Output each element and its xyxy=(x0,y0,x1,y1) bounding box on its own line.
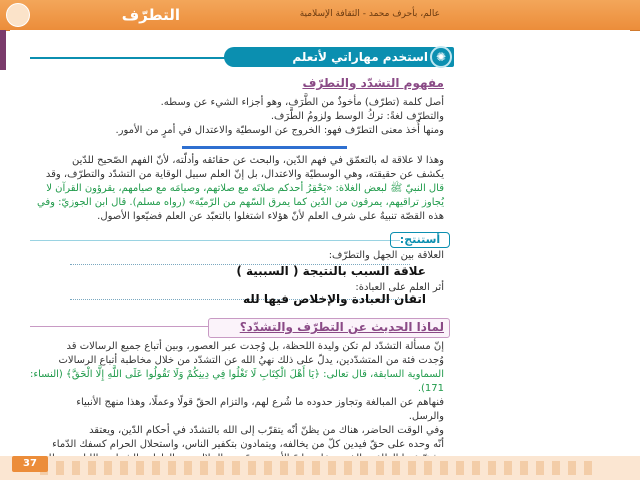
body-line: يكشف عن حقيقته، وهي الوسطيّة والاعتدال، بل إنّ العلم سبيل الوقاية من التشدّد والتطرّف، وقد xyxy=(45,169,444,180)
page-number: 37 xyxy=(12,456,48,472)
verse-line: السماوية السابقة، قال تعالى: ﴿يَا أَهْلَ الْكِتَابِ لَا تَغْلُوا فِي دِينِكُمْ وَلَا تَقُولُوا عَلَى اللَّهِ إِلَّا الْحَقَّ﴾ (النساء: 171). xyxy=(30,369,444,394)
lightbulb-icon: ✺ xyxy=(430,46,452,68)
concept-line: أصل كلمة (تطرّف) مأخوذٌ من الطَّرَف، وهو أجزاء الشيء عن وسطه. xyxy=(160,97,444,108)
header-title: التطرّف xyxy=(121,6,180,24)
why-heading: لماذا الحديث عن التطرّف والتشدّد؟ xyxy=(239,320,444,334)
why-line: وفي الوقت الحاضر، هناك من يظنّ أنّه يتقرّب إلى الله بالتشدّد في أحكام الدّين، ويعتقد xyxy=(89,425,444,436)
why-line: فنهاهم عن المبالغة وتجاوز حدوده ما شُرع لهم، والتزام الحقّ قولًا وعملًا، وهذا منهج الأنبياء xyxy=(76,397,444,408)
conclude-label: أستنتج: xyxy=(390,232,450,248)
page-header-bar xyxy=(0,0,640,31)
why-line: أنّه وحده على حقّ فيدين كلّ من يخالفه، ويتمادون بتكفير الناس، واستحلال الحرام كسفك الدّماء xyxy=(52,439,444,450)
why-line: وُجدت فئة من المتشدّدين، يدلّ على ذلك نهيُ الله عن التشدّد من خلال مخاطبة أتباع الرسالات xyxy=(58,355,444,366)
hadith-line: يُجاوز تراقيهم، يمرقون من الدّين كما يمرق السّهم من الرّميّة» (رواه مسلم). قال ابن الجوزيّ: وفي xyxy=(37,197,444,208)
page-footer xyxy=(0,456,640,480)
question-2: أثر العلم على العبادة: xyxy=(355,282,444,293)
hadith-line: قال النبيّ ﷺ لبعض الغلاة: «يَحْقِرُ أحدكم صلاتَه مع صلاتهم، وصيامَه مع صيامهم، يقرؤون القرآن لا xyxy=(46,183,444,194)
section-banner: استخدم مهاراتي لأتعلم xyxy=(224,47,454,67)
header-emblem-icon xyxy=(6,3,30,27)
body-line: وهذا لا علاقة له بالتعمّق في فهم الدّين، والبحث عن حقائقه وأدلّته، لأنّ الفهم الصّحيح للدّين xyxy=(71,155,444,166)
why-section xyxy=(4,340,444,466)
concept-line: والتطرّف لغةً: تركُ الوسط ولزومُ الطَّرَف. xyxy=(270,111,444,122)
why-line: والرسل. xyxy=(408,411,444,422)
concept-line: ومنها أُخذ معنى التطرّف فهو: الخروج عن الوسطيّة والاعتدال في أمرٍ من الأمور. xyxy=(115,125,444,136)
question-1: العلاقة بين الجهل والتطرّف: xyxy=(328,250,444,261)
concept-heading: مفهوم التشدّد والتطرّف xyxy=(302,76,444,90)
concept-definition xyxy=(14,96,444,138)
body-line: هذه القصّة تنبيهٌ على شرف العلم لأنّ هؤلاء اشتغلوا بالتعبّد عن العلم فضيّعوا الأصول. xyxy=(97,211,444,222)
why-line: إنّ مسألة التشدّد لم تكن وليدة اللحظة، بل وُجدت عبر العصور، وبين أتباع جميع الرسالات قد xyxy=(66,341,444,352)
header-breadcrumb: عالم، بأحرف محمد - الثقافة الإسلامية xyxy=(299,9,440,19)
subhead-rule xyxy=(30,326,220,327)
conclude-rule xyxy=(30,240,400,241)
hand-underline xyxy=(182,146,347,149)
corner-accent xyxy=(0,30,6,70)
answer-2: اتقان العبادة والإخلاص فيها لله xyxy=(242,292,426,306)
footer-ornament xyxy=(40,461,600,475)
answer-1: علاقة السبب بالنتيجة ( السببية ) xyxy=(236,264,426,278)
concept-body xyxy=(14,154,444,224)
